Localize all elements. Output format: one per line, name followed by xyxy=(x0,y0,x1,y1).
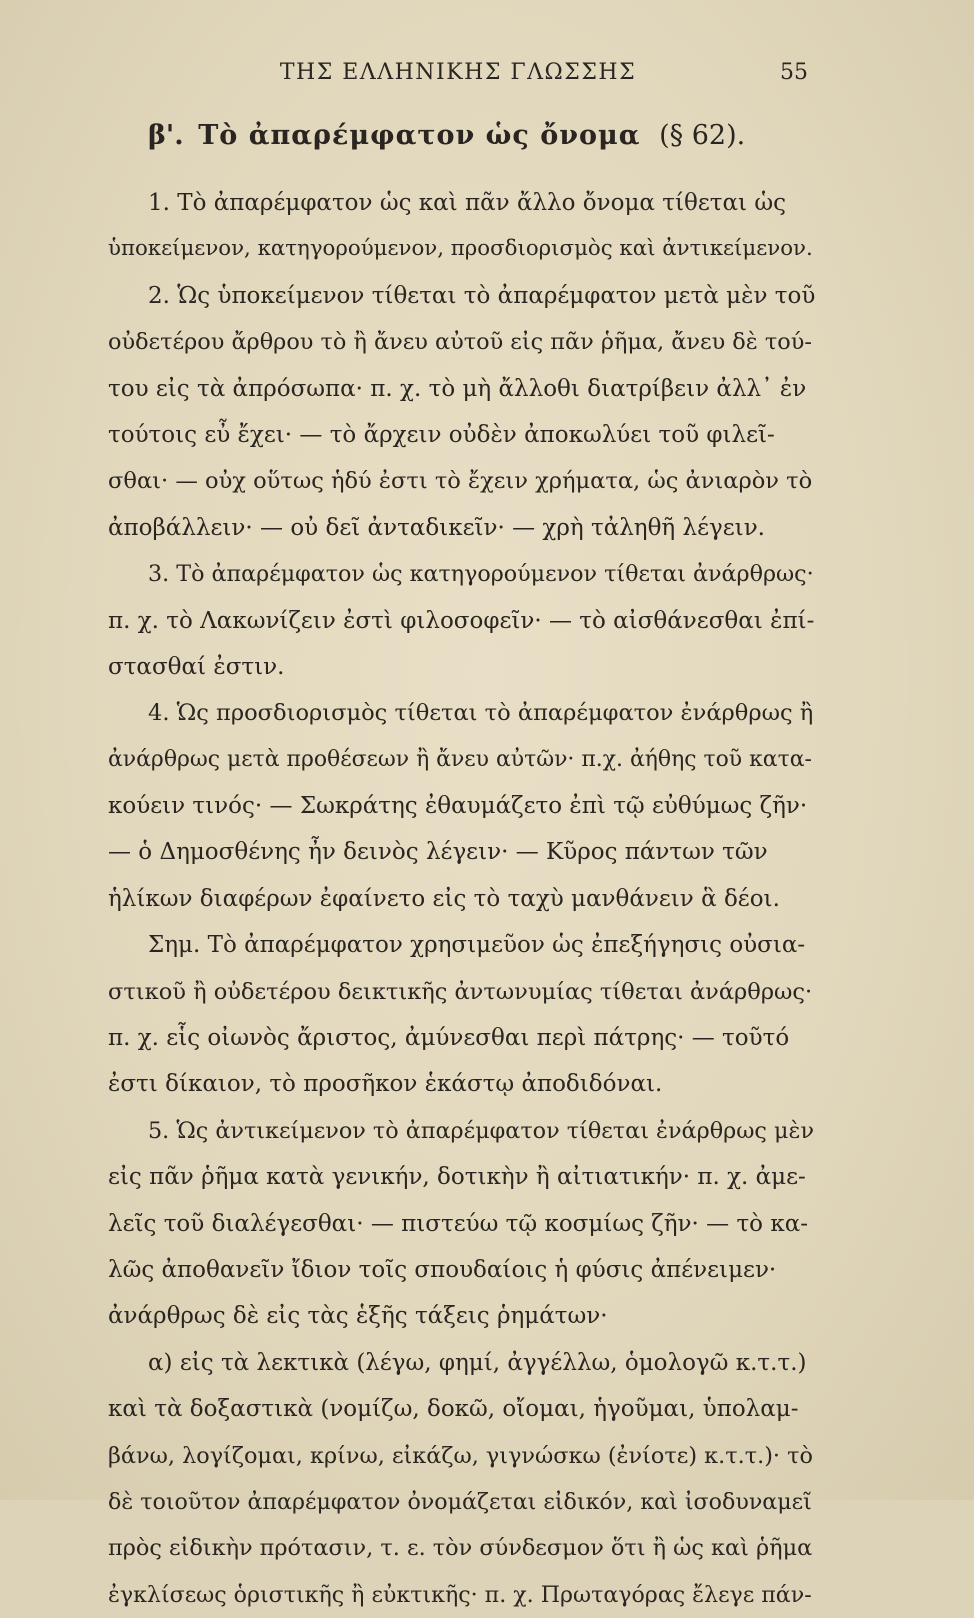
text-line: 3. Τὸ ἀπαρέμφατον ὡς κατηγορούμενον τίθεται ἀνάρθρως· xyxy=(148,561,814,588)
text-line: καὶ τὰ δοξαστικὰ (νομίζω, δοκῶ, οἴομαι, ἡγοῦμαι, ὑπολαμ- xyxy=(108,1396,799,1423)
text-line: στικοῦ ἢ οὐδετέρου δεικτικῆς ἀντωνυμίας τίθεται ἀνάρθρως· xyxy=(108,978,813,1005)
section-number: β'. xyxy=(148,120,184,151)
text-line: π. χ. τὸ Λακωνίζειν ἐστὶ φιλοσοφεῖν· — τὸ αἰσθάνεσθαι ἐπί- xyxy=(108,607,815,634)
text-line: 5. Ὡς ἀντικείμενον τὸ ἀπαρέμφατον τίθεται ἐνάρθρως μὲν xyxy=(148,1117,815,1144)
text-line: ἡλίκων διαφέρων ἐφαίνετο εἰς τὸ ταχὺ μανθάνειν ἃ δέοι. xyxy=(108,885,780,912)
text-line: ἐγκλίσεως ὁριστικῆς ἢ εὐκτικῆς· π. χ. Πρωταγόρας ἔλεγε πάν- xyxy=(108,1581,812,1608)
text-line: π. χ. εἷς οἰωνὸς ἄριστος, ἀμύνεσθαι περὶ πάτρης· — τοῦτό xyxy=(108,1025,790,1052)
text-line: ἀνάρθρως δὲ εἰς τὰς ἑξῆς τάξεις ῥημάτων· xyxy=(108,1303,608,1330)
text-line: ὑποκείμενον, κατηγορούμενον, προσδιορισμὸς καὶ ἀντικείμενον. xyxy=(108,236,813,262)
text-line: δὲ τοιοῦτον ἀπαρέμφατον ὀνομάζεται εἰδικόν, καὶ ἰσοδυναμεῖ xyxy=(108,1488,812,1515)
body-text xyxy=(108,180,820,1618)
section-title: Τὸ ἀπαρέμφατον ὡς ὄνομα xyxy=(198,120,641,151)
text-line: σθαι· — οὐχ οὕτως ἡδύ ἐστι τὸ ἔχειν χρήματα, ὡς ἀνιαρὸν τὸ xyxy=(108,468,813,495)
text-line: τούτοις εὖ ἔχει· — τὸ ἄρχειν οὐδὲν ἀποκωλύει τοῦ φιλεῖ- xyxy=(108,421,775,448)
text-line: — ὁ Δημοσθένης ἦν δεινὸς λέγειν· — Κῦρος πάντων τῶν xyxy=(108,839,768,866)
text-line: στασθαί ἐστιν. xyxy=(108,653,285,680)
text-line: κούειν τινός· — Σωκράτης ἐθαυμάζετο ἐπὶ τῷ εὐθύμως ζῆν· xyxy=(108,793,808,820)
text-line: ἀποβάλλειν· — οὐ δεῖ ἀνταδικεῖν· — χρὴ τἀληθῆ λέγειν. xyxy=(108,514,765,541)
text-line: λῶς ἀποθανεῖν ἴδιον τοῖς σπουδαίοις ἡ φύσις ἀπένειμεν· xyxy=(108,1256,777,1283)
text-line: 2. Ὡς ὑποκείμενον τίθεται τὸ ἀπαρέμφατον μετὰ μὲν τοῦ xyxy=(148,282,816,309)
text-line: ἐστι δίκαιον, τὸ προσῆκον ἑκάστῳ ἀποδιδόναι. xyxy=(108,1071,663,1098)
text-line: βάνω, λογίζομαι, κρίνω, εἰκάζω, γιγνώσκω (ἐνίοτε) κ.τ.τ.)· τὸ xyxy=(108,1442,813,1469)
text-line: λεῖς τοῦ διαλέγεσθαι· — πιστεύω τῷ κοσμίως ζῆν· — τὸ κα- xyxy=(108,1210,809,1237)
text-line: ἀνάρθρως μετὰ προθέσεων ἢ ἄνευ αὐτῶν· π.χ. ἀήθης τοῦ κατα- xyxy=(108,746,812,772)
section-reference: (§ 62). xyxy=(659,120,746,151)
text-line: 1. Τὸ ἀπαρέμφατον ὡς καὶ πᾶν ἄλλο ὄνομα τίθεται ὡς xyxy=(148,190,786,216)
text-line: 4. Ὡς προσδιορισμὸς τίθεται τὸ ἀπαρέμφατον ἐνάρθρως ἢ xyxy=(148,700,814,727)
text-line: Σημ. Τὸ ἀπαρέμφατον χρησιμεῦον ὡς ἐπεξήγησις οὐσια- xyxy=(148,932,806,959)
text-line: εἰς πᾶν ῥῆμα κατὰ γενικήν, δοτικὴν ἢ αἰτιατικήν· π. χ. ἀμε- xyxy=(108,1164,806,1191)
text-line: οὐδετέρου ἄρθρου τὸ ἢ ἄνευ αὐτοῦ εἰς πᾶν ῥῆμα, ἄνευ δὲ τού- xyxy=(108,329,812,356)
section-heading xyxy=(148,120,745,151)
text-line: α) εἰς τὰ λεκτικὰ (λέγω, φημί, ἀγγέλλω, ὁμολογῶ κ.τ.τ.) xyxy=(148,1349,807,1376)
running-title: ΤΗΣ ΕΛΛΗΝΙΚΗΣ ΓΛΩΣΣΗΣ xyxy=(279,60,637,85)
page-header xyxy=(108,60,808,100)
text-line: του εἰς τὰ ἀπρόσωπα· π. χ. τὸ μὴ ἄλλοθι διατρίβειν ἀλλ᾽ ἐν xyxy=(108,375,807,402)
page-number: 55 xyxy=(780,60,808,85)
text-line: πρὸς εἰδικὴν πρότασιν, τ. ε. τὸν σύνδεσμον ὅτι ἢ ὡς καὶ ῥῆμα xyxy=(108,1535,813,1562)
